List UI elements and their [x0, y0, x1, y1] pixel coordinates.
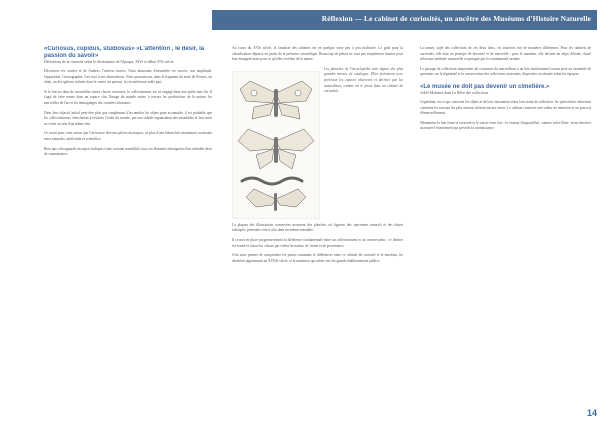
- paragraph: Si le fait est dans de rassembler toutes choses curieuses, le collectionneur est ici engagé dans une quête sans fin. Il s'agit de faire entrer dans un espace clos l'image du monde entier, à travers les productions de la nature, les merveilles de l'art et les témoignages des contrées lointaines.: [44, 89, 212, 105]
- image-caption: Les planches de l'encyclopédie sont dignes des plus grandes œuvres de catalogue. Elles présentent avec précision les espèces observées et décrites par les naturalistes, comme on le ferait dans un cabinet de curiosités.: [324, 66, 403, 94]
- paragraph: Il se met en place progressivement la différence fondamentale entre un collectionneur et un conservateur : ce dernier est formé et classe les choses par critère de nature, de forme et de provenance.: [232, 237, 403, 248]
- paragraph: La nature, sujet des collections de ces deux lieux, est toutefois vue de manières différentes. Pour les cabinets de curiosités, elle était un principe de diversité et de merveille ; pour le muséum, elle devient un objet d'étude, classé selon une méthode rationnelle et partagée par la communauté savante.: [420, 46, 591, 62]
- column-right: [420, 46, 591, 391]
- butterfly-engraving-image: [232, 71, 320, 219]
- column-left: [44, 46, 212, 391]
- paragraph: Cependant, en ce qui concerne les objets et de leur classement selon leur statut de collection, les spécialistes observent comment les travaux les plus anciens doivent encore servir. Le cabinet conserve une valeur de mémoire et un pouvoir d'émerveillement.: [420, 99, 591, 116]
- quote-author: Adolf Mahieux dans Le Rêve des collections: [420, 90, 489, 95]
- paragraph: Bien que cela apparaît un aspect ludique et une certaine sensibilité, tous ces éléments témoignent d'un véritable désir de connaissance.: [44, 146, 212, 157]
- paragraph: Ce serait pour cette raison que l'on trouve diverses pièces mystiques, en plus d'une hiérarchie savamment construite entre naturalia, artificialia et scientifica.: [44, 131, 212, 141]
- paragraph: Au cours du XVIe siècle, la fantaisie des cabinets est en quelque sorte peu à peu maîtrisée. Le goût pour la classification dépasse en profit de la présence scientifique. Beaucoup de pièces ne sont pas simplement réunies pour leur étrangeté mais pour ce qu'elles révèlent de la nature.: [232, 46, 403, 62]
- section-title: «Curiosus, cupidus, studiosus» «L'attention , le désir, la passion du savoir»: [44, 46, 205, 59]
- paragraph: Découvrez les centres et de Ambras, l'univers fauves. Nous abstenons d'ensemble ces secrets, son amplitude, l'apparition, l'iconographie, l'art reçu à ses observations. Nous poursuivons, dans le fragment du texte de fleuves, un objet, un des sphères infinies dont le centre est partout, la circonférence nulle part.: [44, 69, 212, 85]
- page-number: 14: [586, 408, 597, 418]
- section-subtitle: Définitions de la curiosité selon le dictionnaire de l'époque, XIVe et début XVe siècle: [44, 60, 174, 64]
- paragraph: La plupart des illustrations conservées montrent des planches où figurent des spécimens naturels et des objets fabriqués, présentés côte à côte dans un même ensemble.: [232, 222, 403, 233]
- column-middle: [232, 46, 403, 391]
- quote-title: «Le musée ne doit pas devenir un cimetière.»: [420, 83, 550, 90]
- paragraph: Dans leur objectif initial peut-être plus que simplement d'accumuler les objets pour accumuler, il est probable que les collectionneurs cherchaient à restituer l'ordre du monde, par une subtile organisation des ensembles et leur mise en scène au sein d'un même lieu.: [44, 110, 212, 126]
- paragraph: Le passage de collections empreintes de croyances du merveilleux à un lieu institutionnel savant pose un ensemble de questions sur la légitimité et la conservation des collections anciennes, dispersées ou réunies selon les époques.: [420, 66, 591, 77]
- page-header-title: Réflexion — Le cabinet de curiosités, un ancêtre des Muséums d'Histoire Naturelle: [321, 14, 591, 23]
- paragraph: Cela nous permet de comprendre les points communs et différences entre ce cabinet de curiosité et le muséum, les dernières appartenant au XVIIIe siècle, et la transition qui mène vers les grands établissements publics.: [232, 253, 403, 263]
- header-bar: [212, 10, 597, 30]
- paragraph: Néanmoins le lien entre la curiosité et le savoir reste fort : le visiteur d'aujourd'hui, comme celui d'hier, vient chercher au musée l'étonnement qui précède la connaissance.: [420, 120, 591, 131]
